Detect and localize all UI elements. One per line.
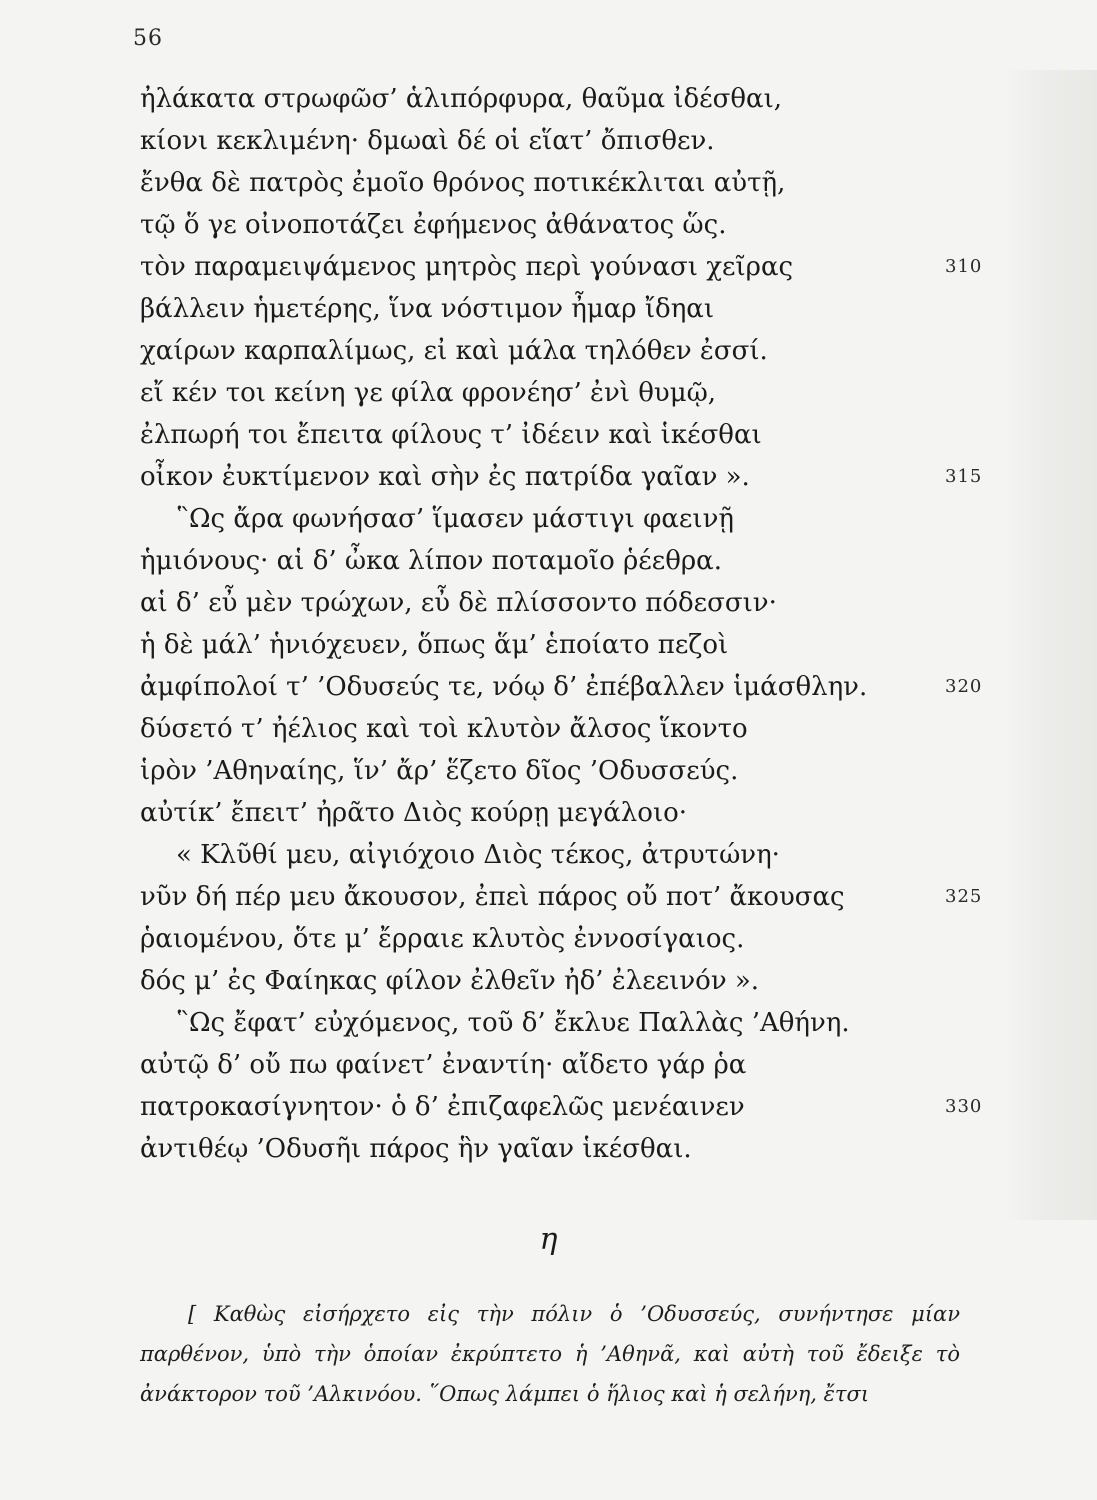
- verse-line: [140, 288, 1000, 330]
- line-number: 325: [945, 886, 983, 907]
- verse-text: ἀντιθέῳ ’Οδυσῆι πάρος ἣν γαῖαν ἱκέσθαι.: [140, 1134, 692, 1164]
- line-number: 310: [945, 256, 983, 277]
- verse-line: [140, 582, 1000, 624]
- verse-line: [140, 246, 1000, 288]
- verse-line: [140, 120, 1000, 162]
- verse-line: [140, 792, 1000, 834]
- verse-line: [140, 540, 1000, 582]
- verse-text: ἡμιόνους· αἱ δ’ ὦκα λίπον ποταμοῖο ῥέεθρα.: [140, 546, 722, 576]
- verse-text: ῥαιομένου, ὅτε μ’ ἔρραιε κλυτὸς ἐννοσίγαιος.: [140, 924, 745, 954]
- verse-line: [140, 960, 1000, 1002]
- verse-text: ἔνθα δὲ πατρὸς ἐμοῖο θρόνος ποτικέκλιται αὐτῇ,: [140, 168, 786, 198]
- page-number: 56: [133, 26, 163, 51]
- verse-text: τῷ ὅ γε οἰνοποτάζει ἐφήμενος ἀθάνατος ὥς.: [140, 210, 727, 240]
- verse-text: αὐτῷ δ’ οὔ πω φαίνετ’ ἐναντίη· αἴδετο γάρ ῥα: [140, 1050, 747, 1080]
- verse-line: [140, 666, 1000, 708]
- verse-text: ἱρὸν ’Αθηναίης, ἵν’ ἄρ’ ἕζετο δῖος ’Οδυσσεύς.: [140, 756, 739, 786]
- verse-text: πατροκασίγνητον· ὁ δ’ ἐπιζαφελῶς μενέαινεν: [140, 1092, 745, 1122]
- verse-text: οἶκον ἐυκτίμενον καὶ σὴν ἐς πατρίδα γαῖαν ».: [140, 462, 750, 492]
- verse-line: [140, 162, 1000, 204]
- verse-line: [140, 834, 1000, 876]
- book-heading: η: [539, 1222, 558, 1257]
- verse-line: [140, 876, 1000, 918]
- verse-text: ἡ δὲ μάλ’ ἡνιόχευεν, ὅπως ἅμ’ ἑποίατο πεζοὶ: [140, 630, 729, 660]
- verse-line: [140, 918, 1000, 960]
- verse-text: ῝Ως ἔφατ’ εὐχόμενος, τοῦ δ’ ἔκλυε Παλλὰς ’Αθήνη.: [176, 1008, 850, 1038]
- verse-block: [140, 78, 1000, 1170]
- verse-text: νῦν δή πέρ μευ ἄκουσον, ἐπεὶ πάρος οὔ ποτ’ ἄκουσας: [140, 882, 845, 912]
- line-number: 320: [945, 676, 983, 697]
- book-summary: [ Καθὼς εἰσήρχετο εἰς τὴν πόλιν ὁ ’Οδυσσεύς, συνήντησε μίαν παρθένον, ὑπὸ τὴν ὁποίαν ἐκρύπτετο ἡ ’Αθηνᾶ, καὶ αὐτὴ τοῦ ἔδειξε τὸ ἀνάκτορον τοῦ ’Αλκινόου. ῞Οπως λάμπει ὁ ἥλιος καὶ ἡ σελήνη, ἔτσι: [140, 1302, 960, 1406]
- verse-line: [140, 1086, 1000, 1128]
- verse-line: [140, 372, 1000, 414]
- verse-line: [140, 414, 1000, 456]
- verse-text: τὸν παραμειψάμενος μητρὸς περὶ γούνασι χεῖρας: [140, 252, 794, 282]
- verse-line: [140, 456, 1000, 498]
- verse-text: δός μ’ ἐς Φαίηκας φίλον ἐλθεῖν ἠδ’ ἐλεεινόν ».: [140, 966, 760, 996]
- verse-text: αὐτίκ’ ἔπειτ’ ἠρᾶτο Διὸς κούρῃ μεγάλοιο·: [140, 798, 688, 828]
- verse-text: δύσετό τ’ ἠέλιος καὶ τοὶ κλυτὸν ἄλσος ἵκοντο: [140, 714, 748, 744]
- line-number: 330: [945, 1096, 983, 1117]
- verse-text: ἠλάκατα στρωφῶσ’ ἁλιπόρφυρα, θαῦμα ἰδέσθαι,: [140, 84, 783, 114]
- verse-text: κίονι κεκλιμένη· δμωαὶ δέ οἱ εἵατ’ ὄπισθεν.: [140, 126, 715, 156]
- verse-line: [140, 78, 1000, 120]
- verse-line: [140, 1044, 1000, 1086]
- verse-line: [140, 204, 1000, 246]
- verse-line: [140, 1128, 1000, 1170]
- verse-text: αἱ δ’ εὖ μὲν τρώχων, εὖ δὲ πλίσσοντο πόδεσσιν·: [140, 588, 777, 618]
- verse-text: « Κλῦθί μευ, αἰγιόχοιο Διὸς τέκος, ἀτρυτώνη·: [176, 840, 780, 870]
- verse-text: ἀμφίπολοί τ’ ’Οδυσεύς τε, νόῳ δ’ ἐπέβαλλεν ἱμάσθλην.: [140, 672, 868, 702]
- facing-page-bleed: [1005, 70, 1097, 1220]
- verse-text: βάλλειν ἡμετέρης, ἵνα νόστιμον ἦμαρ ἴδηαι: [140, 294, 715, 324]
- verse-text: εἴ κέν τοι κείνη γε φίλα φρονέησ’ ἐνὶ θυμῷ,: [140, 378, 717, 408]
- verse-line: [140, 750, 1000, 792]
- verse-line: [140, 708, 1000, 750]
- verse-line: [140, 330, 1000, 372]
- verse-line: [140, 1002, 1000, 1044]
- verse-text: χαίρων καρπαλίμως, εἰ καὶ μάλα τηλόθεν ἐσσί.: [140, 336, 768, 366]
- line-number: 315: [945, 466, 983, 487]
- verse-text: ἐλπωρή τοι ἔπειτα φίλους τ’ ἰδέειν καὶ ἱκέσθαι: [140, 420, 762, 450]
- verse-line: [140, 498, 1000, 540]
- verse-text: ῝Ως ἄρα φωνήσασ’ ἵμασεν μάστιγι φαεινῇ: [176, 504, 734, 534]
- verse-line: [140, 624, 1000, 666]
